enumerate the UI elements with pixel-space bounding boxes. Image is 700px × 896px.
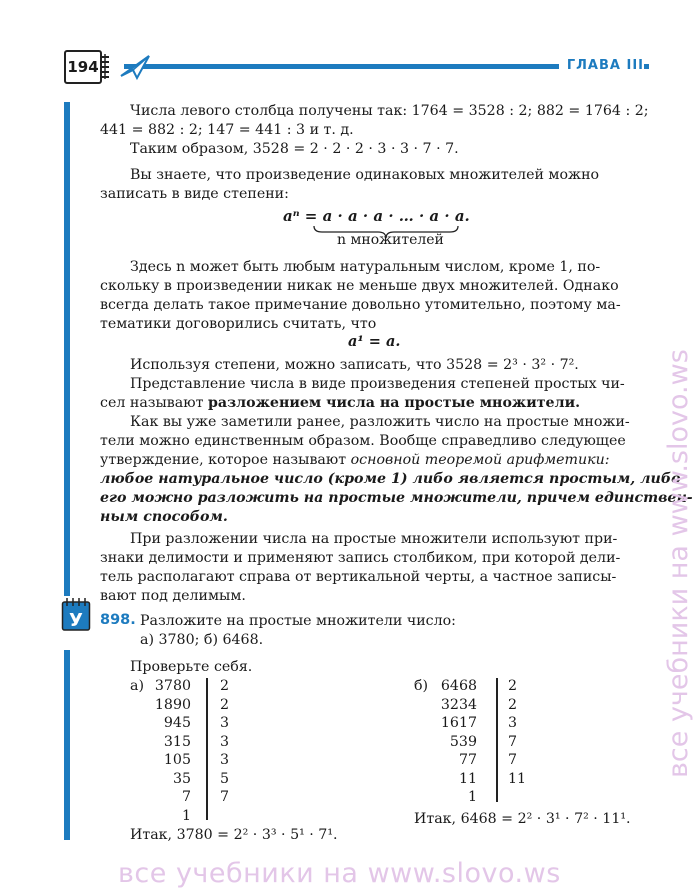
- para6-line-4: вают под делимым.: [100, 588, 246, 604]
- power-formula-lhs: aⁿ =: [283, 207, 323, 225]
- solution-b-divisor: 7: [508, 752, 518, 768]
- task-text: Разложите на простые множители число:: [140, 613, 456, 629]
- para2-line-2: скольку в произведении никак не меньше двух множителей. Однако: [100, 278, 619, 294]
- spiral-binding-icon: [99, 53, 111, 79]
- solution-b-divisor: 11: [508, 770, 527, 787]
- solution-a-dividend: 1: [181, 807, 191, 824]
- intro-line-3: Таким образом, 3528 = 2 · 2 · 2 · 3 · 3 · 7 · 7.: [130, 141, 459, 157]
- para5-line-1: Как вы уже заметили ранее, разложить число на простые множи-: [130, 414, 630, 430]
- para4-line-2: [100, 394, 580, 413]
- para2-line-1: Здесь n может быть любым натуральным числом, кроме 1, по-: [130, 259, 601, 275]
- para3-line: Используя степени, можно записать, что 3528 = 2³ · 3² · 7².: [130, 357, 579, 373]
- para6-line-1: При разложении числа на простые множители используют при-: [130, 531, 618, 547]
- margin-rule-top: [64, 102, 70, 596]
- power-formula: [283, 207, 470, 225]
- solution-a-dividend: 3780: [154, 678, 191, 694]
- solution-a-divisor: 3: [220, 733, 230, 750]
- solution-a-dividend: 105: [163, 752, 191, 768]
- intro-line-2: 441 = 882 : 2; 147 = 441 : 3 и т. д.: [100, 122, 354, 138]
- solution-b-divisor: 3: [508, 715, 518, 731]
- para5-line-3-text: утверждение, которое называют: [100, 452, 351, 468]
- solution-a-divisor: 3: [220, 715, 230, 731]
- arrow-icon: [119, 52, 151, 82]
- solution-b-divisor: 2: [508, 696, 518, 713]
- theorem-line-1: любое натуральное число (кроме 1) либо является простым, либо: [100, 471, 681, 487]
- intro-line-4: Вы знаете, что произведение одинаковых множителей можно: [130, 167, 600, 183]
- solution-b-divider: [496, 678, 498, 802]
- solution-a-dividend: 1890: [154, 696, 191, 713]
- theorem-line-3: ным способом.: [100, 509, 228, 525]
- term-factorization: разложением числа на простые множители.: [207, 395, 581, 411]
- solution-b-dividend: 539: [449, 733, 477, 750]
- solution-b-result: Итак, 6468 = 2² · 3¹ · 7² · 11¹.: [414, 811, 631, 827]
- solution-b-dividend: 1617: [440, 715, 477, 731]
- para5-line-2: тели можно единственным образом. Вообще справедливо следующее: [100, 433, 626, 449]
- solution-a-divider: [206, 678, 208, 820]
- check-label: Проверьте себя.: [130, 659, 253, 675]
- para2-line-3: всегда делать такое примечание довольно утомительно, поэтому ма-: [100, 297, 621, 313]
- exercise-u-icon: [61, 596, 91, 632]
- solution-a-dividend: 7: [181, 789, 191, 805]
- page-header: [64, 50, 650, 84]
- brace-label: n множителей: [337, 232, 444, 248]
- solution-a-dividend: 35: [172, 770, 191, 787]
- side-watermark-text: все учебники на www.slovo.ws: [663, 349, 694, 778]
- intro-line-5: записать в виде степени:: [100, 186, 289, 202]
- solution-a-dividend: 315: [163, 733, 191, 750]
- para4-line-1: Представление числа в виде произведения степеней простых чи-: [130, 376, 625, 392]
- solution-a-dividend: 945: [163, 715, 191, 731]
- solution-b-divisor: 7: [508, 733, 518, 750]
- term-fundamental-theorem: основной теоремой арифметики:: [350, 452, 610, 468]
- para2-line-4: тематики договорились считать, что: [100, 316, 377, 332]
- bottom-watermark: все учебники на www.slovo.ws: [118, 858, 561, 889]
- solution-b-dividend: 6468: [440, 678, 477, 694]
- power-formula-rhs: a · a · a · … · a · a.: [322, 207, 470, 225]
- solution-b-dividend: 3234: [440, 696, 477, 713]
- task-options: а) 3780; б) 6468.: [140, 632, 264, 648]
- para6-line-3: тель располагают справа от вертикальной черты, а частное записы-: [100, 569, 617, 585]
- solution-a-label: а): [130, 678, 144, 694]
- side-watermark: [655, 110, 699, 780]
- para5-line-3: [100, 451, 610, 470]
- margin-rule-bottom: [64, 650, 70, 840]
- first-power-formula: a¹ = a.: [348, 333, 401, 350]
- solution-b-label: б): [414, 678, 429, 694]
- solution-b-dividend: 1: [467, 789, 477, 805]
- intro-line-1: Числа левого столбца получены так: 1764 = 3528 : 2; 882 = 1764 : 2;: [130, 103, 649, 119]
- solution-b-dividend: 11: [458, 770, 477, 787]
- solution-a-divisor: 2: [220, 696, 230, 713]
- task-number: 898.: [100, 612, 136, 628]
- solution-a-divisor: 2: [220, 678, 230, 694]
- solution-a-divisor: 3: [220, 752, 230, 768]
- solution-a-divisor: 5: [220, 770, 230, 787]
- para6-line-2: знаки делимости и применяют запись столбиком, при которой дели-: [100, 550, 621, 566]
- solution-b-dividend: 77: [458, 752, 477, 768]
- solution-b-divisor: 2: [508, 678, 518, 694]
- page-number: 194: [64, 50, 102, 84]
- para4-line-2-text: сел называют: [100, 395, 208, 411]
- theorem-line-2: его можно разложить на простые множители, причем единствен-: [100, 490, 693, 506]
- solution-a-result: Итак, 3780 = 2² · 3³ · 5¹ · 7¹.: [130, 827, 338, 843]
- svg-text:У: У: [69, 610, 83, 631]
- solution-a-divisor: 7: [220, 789, 230, 805]
- chapter-title: ГЛАВА III: [559, 58, 644, 73]
